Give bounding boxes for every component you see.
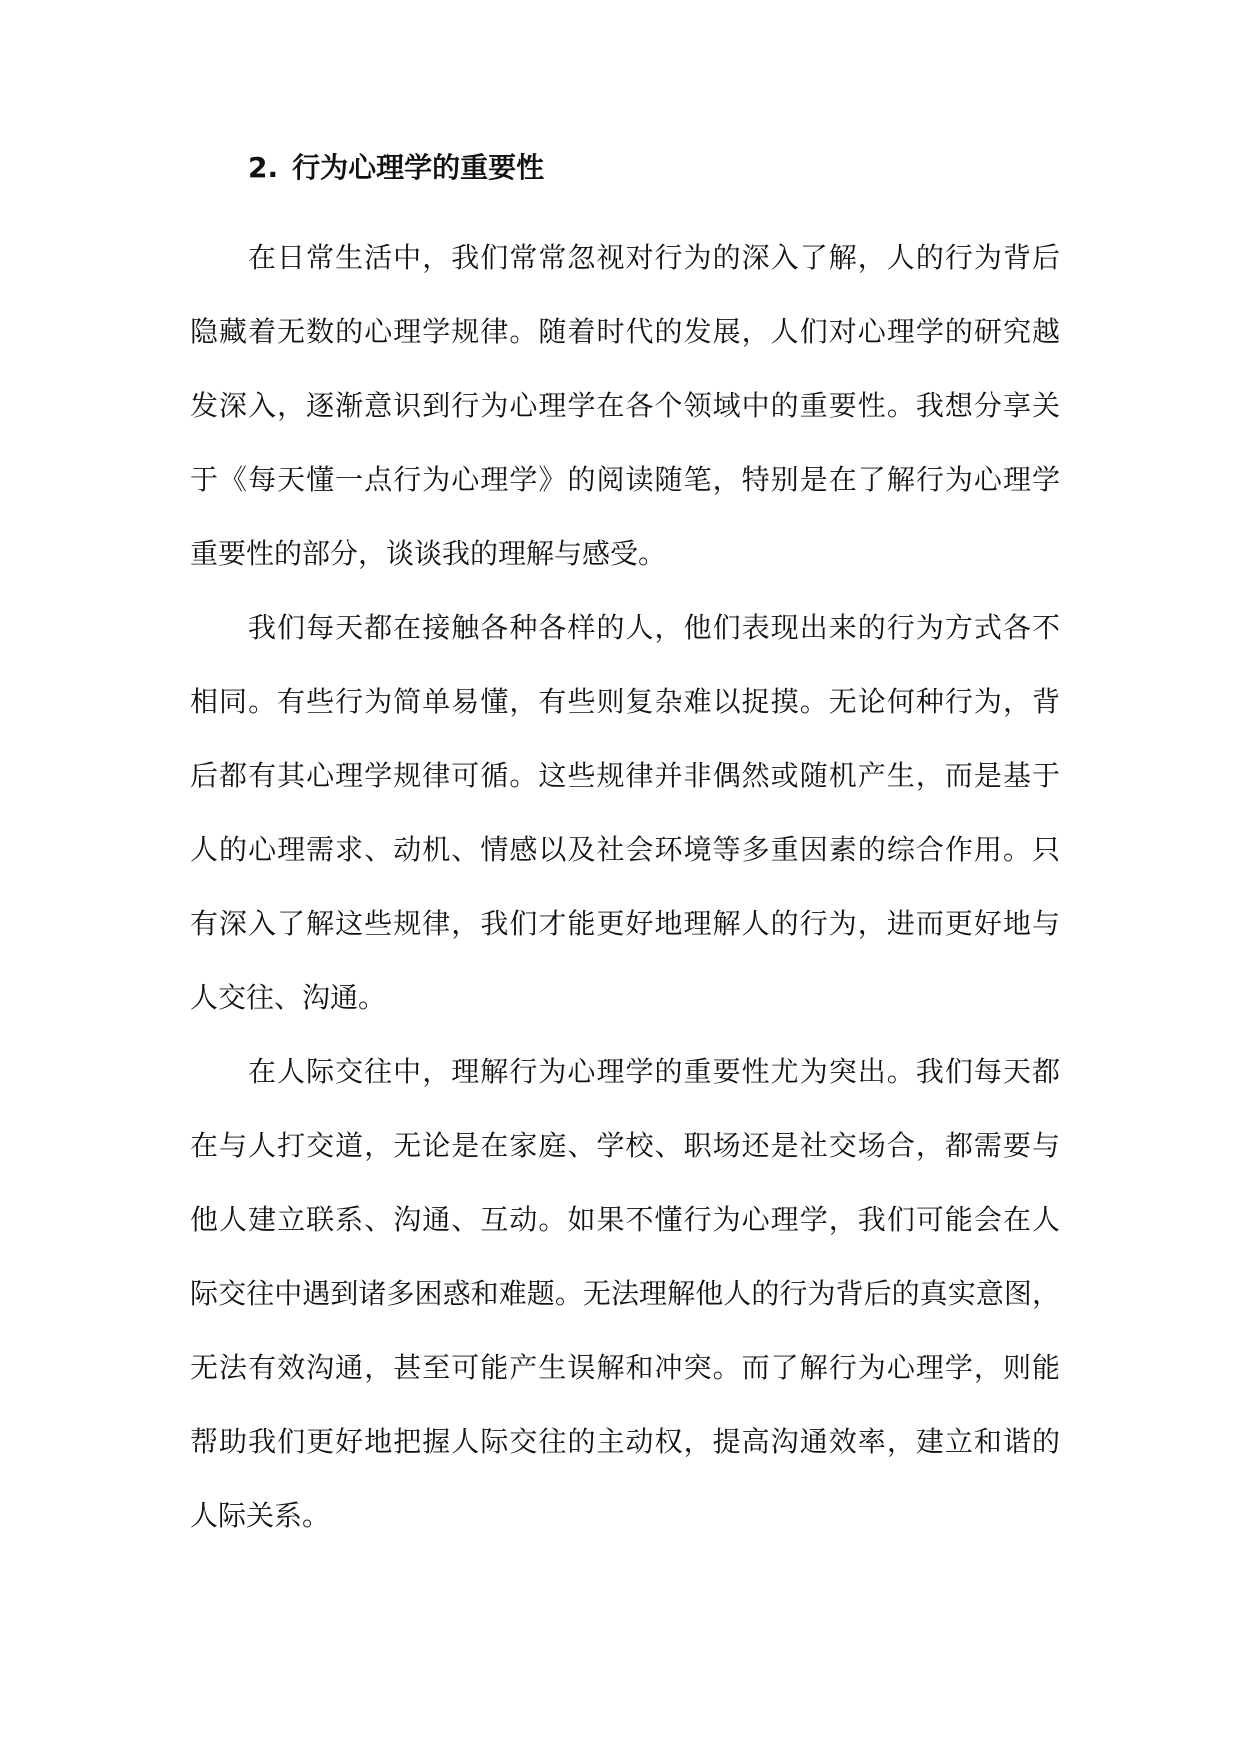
text-line: 隐藏着无数的心理学规律。随着时代的发展，人们对心理学的研究越 xyxy=(190,315,1060,348)
paragraph-2 xyxy=(190,591,1060,1035)
text-line: 后都有其心理学规律可循。这些规律并非偶然或随机产生，而是基于 xyxy=(190,759,1060,792)
text-line: 人交往、沟通。 xyxy=(190,981,387,1014)
text-line: 我们每天都在接触各种各样的人，他们表现出来的行为方式各不 xyxy=(248,611,1060,644)
text-line: 他人建立联系、沟通、互动。如果不懂行为心理学，我们可能会在人 xyxy=(190,1203,1060,1236)
text-line: 在与人打交道，无论是在家庭、学校、职场还是社交场合，都需要与 xyxy=(190,1129,1060,1162)
section-title: 行为心理学的重要性 xyxy=(292,151,545,184)
text-line: 于《每天懂一点行为心理学》的阅读随笔，特别是在了解行为心理学 xyxy=(190,463,1060,496)
paragraph-3 xyxy=(190,1035,1060,1553)
text-line: 人的心理需求、动机、情感以及社会环境等多重因素的综合作用。只 xyxy=(190,833,1060,866)
text-line: 无法有效沟通，甚至可能产生误解和冲突。而了解行为心理学，则能 xyxy=(190,1351,1060,1384)
document-body xyxy=(190,148,1060,1553)
text-line: 发深入，逐渐意识到行为心理学在各个领域中的重要性。我想分享关 xyxy=(190,389,1060,422)
section-number: 2. xyxy=(248,151,279,184)
text-line: 有深入了解这些规律，我们才能更好地理解人的行为，进而更好地与 xyxy=(190,907,1060,940)
text-line: 人际关系。 xyxy=(190,1499,331,1532)
text-line: 在日常生活中，我们常常忽视对行为的深入了解，人的行为背后 xyxy=(248,241,1060,274)
text-line: 在人际交往中，理解行为心理学的重要性尤为突出。我们每天都 xyxy=(248,1055,1060,1088)
section-heading xyxy=(248,148,1060,188)
text-line: 相同。有些行为简单易懂，有些则复杂难以捉摸。无论何种行为，背 xyxy=(190,685,1060,718)
text-line: 际交往中遇到诸多困惑和难题。无法理解他人的行为背后的真实意图， xyxy=(190,1277,1060,1310)
text-line: 重要性的部分，谈谈我的理解与感受。 xyxy=(190,537,667,570)
text-line: 帮助我们更好地把握人际交往的主动权，提高沟通效率，建立和谐的 xyxy=(190,1425,1060,1458)
paragraph-1 xyxy=(190,221,1060,591)
